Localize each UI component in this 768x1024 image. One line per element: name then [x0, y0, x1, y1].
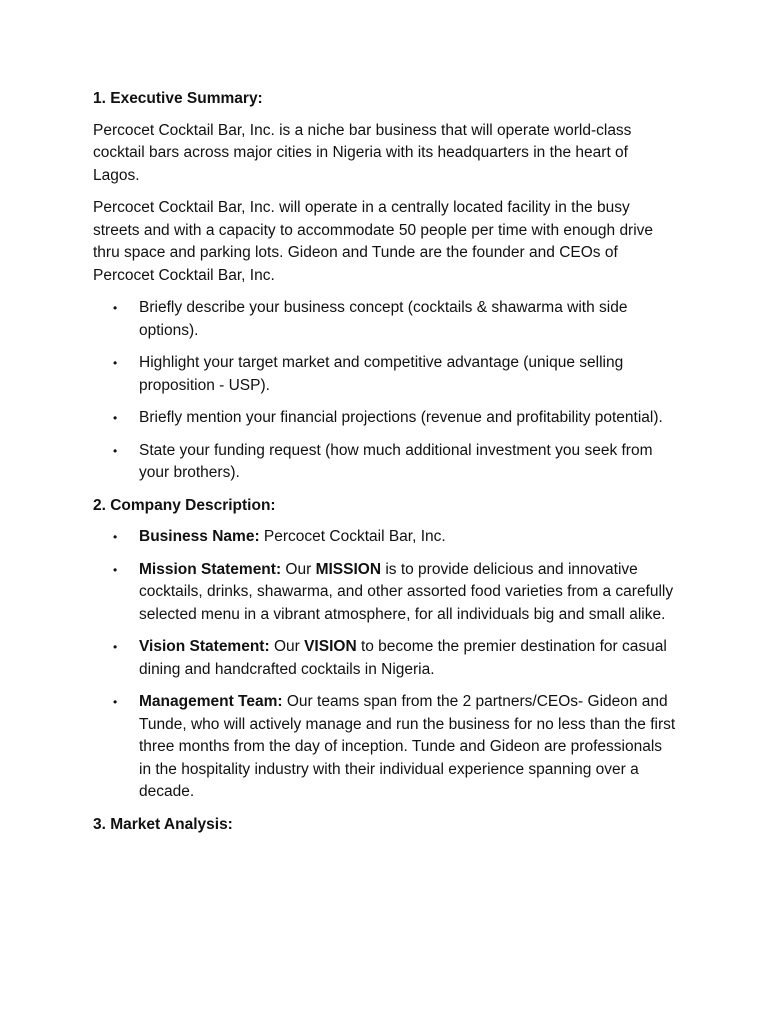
- business-name-text: Percocet Cocktail Bar, Inc.: [259, 528, 446, 545]
- mission-statement-text: is to provide delicious and innovative cocktails, drinks, shawarma, and other assorted food varieties from a carefully selected menu in a vibrant atmosphere, for all individuals big and small alike.: [139, 560, 674, 623]
- business-name-label: Business Name:: [139, 528, 260, 545]
- bullet-icon: •: [113, 640, 118, 654]
- list-item: [93, 440, 678, 485]
- vision-statement-item: [93, 636, 678, 681]
- list-item: [93, 297, 678, 342]
- vision-keyword: VISION: [304, 638, 357, 655]
- market-analysis-section: [93, 814, 678, 837]
- executive-summary-paragraph-1: Percocet Cocktail Bar, Inc. is a niche bar business that will operate world-class cocktail bars across major cities in Nigeria with its headquarters in the heart of Lagos.: [93, 121, 632, 184]
- market-analysis-heading: 3. Market Analysis:: [93, 815, 233, 833]
- list-item: [93, 407, 678, 430]
- bullet-icon: •: [113, 562, 118, 577]
- company-description-heading: 2. Company Description:: [93, 496, 276, 514]
- list-item-text: Briefly describe your business concept (cocktails & shawarma with side options).: [139, 299, 628, 339]
- mission-statement-label: Mission Statement:: [139, 560, 282, 578]
- bullet-icon: •: [113, 530, 118, 544]
- vision-statement-label: Vision Statement:: [139, 638, 270, 655]
- bullet-icon: •: [113, 695, 118, 709]
- business-name-item: [93, 526, 678, 549]
- management-team-item: [93, 691, 678, 804]
- bullet-icon: •: [113, 356, 118, 370]
- company-description-section: [93, 495, 678, 804]
- bullet-icon: •: [113, 411, 118, 425]
- management-team-label: Management Team:: [139, 693, 283, 710]
- executive-summary-bullet-list: [93, 297, 678, 485]
- list-item-text: Highlight your target market and competitive advantage (unique selling proposition - USP).: [139, 354, 624, 394]
- list-item-text: Briefly mention your financial projections (revenue and profitability potential).: [139, 409, 663, 426]
- management-team-text: Our teams span from the 2 partners/CEOs- Gideon and Tunde, who will actively manage and run the business for no less than the first three months from the day of inception. Tunde and Gideon are professionals in the hospitality industry with their individual experience spanning over a decade.: [139, 693, 676, 800]
- vision-statement-pre: Our: [269, 638, 305, 655]
- list-item: [93, 352, 678, 397]
- list-item-text: State your funding request (how much additional investment you seek from your brothers).: [139, 441, 653, 481]
- company-description-bullet-list: [93, 526, 678, 804]
- mission-keyword: MISSION: [315, 560, 382, 578]
- vision-statement-text: to become the premier destination for casual dining and handcrafted cocktails in Nigeria.: [139, 638, 667, 678]
- mission-statement-item: [93, 559, 678, 627]
- bullet-icon: •: [113, 443, 118, 458]
- bullet-icon: •: [113, 301, 118, 315]
- executive-summary-paragraph-2: Percocet Cocktail Bar, Inc. will operate in a centrally located facility in the busy streets and with a capacity to accommodate 50 people per time with enough drive thru space and parking lots. Gideon and Tunde are the founder and CEOs of Percocet Cocktail Bar, Inc.: [93, 199, 654, 284]
- executive-summary-heading: 1. Executive Summary:: [93, 90, 263, 107]
- mission-statement-pre: Our: [281, 560, 316, 578]
- executive-summary-section: [93, 88, 678, 485]
